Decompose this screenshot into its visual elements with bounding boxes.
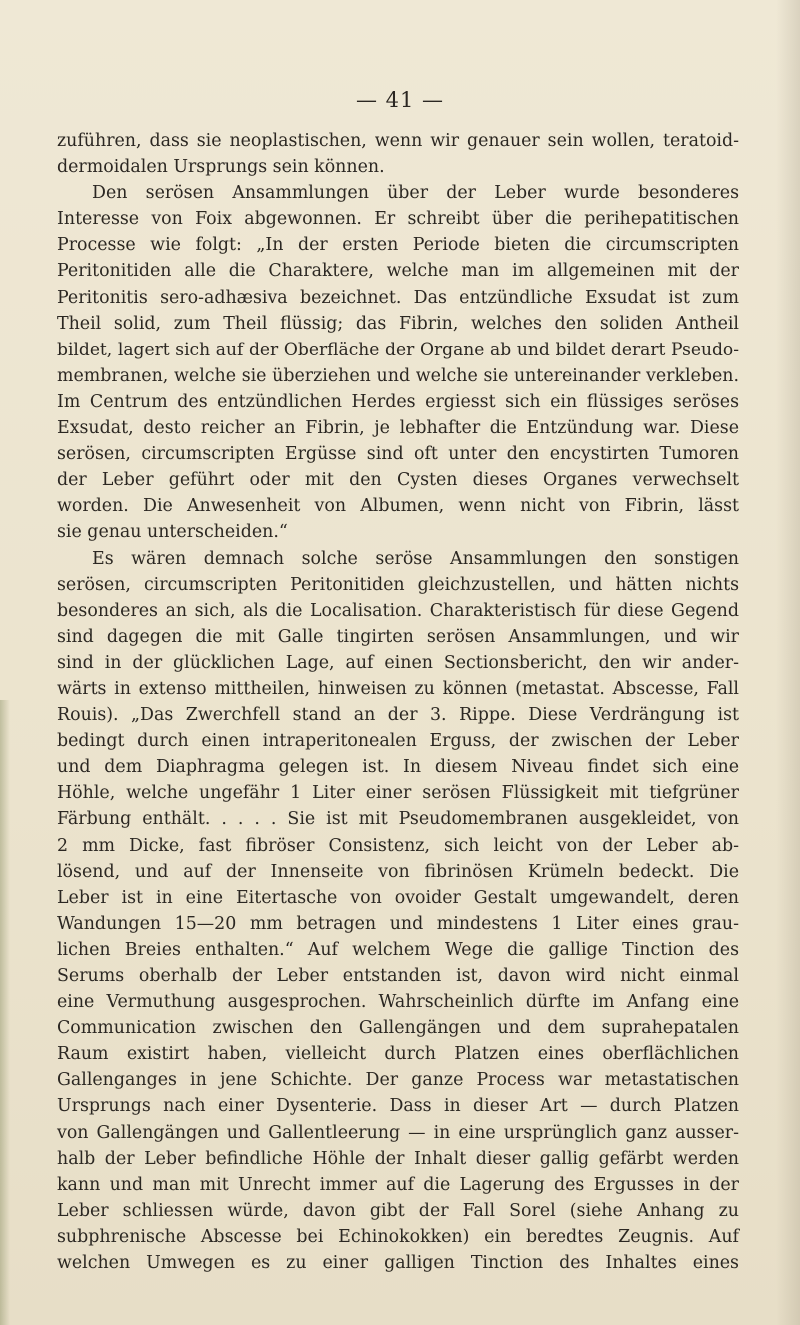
text-line: der Leber geführt oder mit den Cysten dieses Organes verwechselt xyxy=(57,470,739,491)
text-line: Ursprungs nach einer Dysenterie. Dass in dieser Art — durch Platzen xyxy=(57,1096,739,1117)
text-line: Raum existirt haben, vielleicht durch Platzen eines oberflächlichen xyxy=(57,1044,739,1065)
text-line: von Gallengängen und Gallentleerung — in eine ursprünglich ganz ausser- xyxy=(57,1122,739,1143)
text-line: serösen, circumscripten Peritonitiden gleichzustellen, und hätten nichts xyxy=(57,574,739,595)
text-line: Peritonitiden alle die Charaktere, welche man im allgemeinen mit der xyxy=(57,261,739,282)
text-line: Rouis). „Das Zwerchfell stand an der 3. Rippe. Diese Verdrängung ist xyxy=(57,705,739,726)
text-line: Communication zwischen den Gallengängen und dem suprahepatalen xyxy=(57,1018,739,1039)
text-line: Interesse von Foix abgewonnen. Er schreibt über die perihepatitischen xyxy=(57,209,739,230)
text-line: eine Vermuthung ausgesprochen. Wahrscheinlich dürfte im Anfang eine xyxy=(57,992,739,1013)
text-line: bedingt durch einen intraperitonealen Erguss, der zwischen der Leber xyxy=(57,731,739,752)
text-line: sie genau unterscheiden.“ xyxy=(57,522,288,543)
text-line: kann und man mit Unrecht immer auf die Lagerung des Ergusses in der xyxy=(57,1174,739,1195)
text-line: sind dagegen die mit Galle tingirten serösen Ansammlungen, und wir xyxy=(57,626,739,647)
text-line: worden. Die Anwesenheit von Albumen, wenn nicht von Fibrin, lässt xyxy=(57,496,739,517)
text-line: Färbung enthält. . . . . Sie ist mit Pseudomembranen ausgekleidet, von xyxy=(57,809,739,830)
text-line: Serums oberhalb der Leber entstanden ist, davon wird nicht einmal xyxy=(57,966,739,986)
text-line: Wandungen 15—20 mm betragen und mindestens 1 Liter eines grau- xyxy=(57,913,739,934)
text-line: membranen, welche sie überziehen und welche sie untereinander verkleben. xyxy=(57,365,739,386)
text-line: 2 mm Dicke, fast fibröser Consistenz, sich leicht von der Leber ab- xyxy=(57,835,739,856)
text-line: sind in der glücklichen Lage, auf einen Sectionsbericht, den wir ander- xyxy=(57,652,739,673)
text-line: Den serösen Ansammlungen über der Leber wurde besonderes xyxy=(92,183,739,204)
text-line: Exsudat, desto reicher an Fibrin, je lebhafter die Entzündung war. Diese xyxy=(57,418,739,439)
text-line: subphrenische Abscesse bei Echinokokken) ein beredtes Zeugnis. Auf xyxy=(57,1226,739,1247)
text-line: und dem Diaphragma gelegen ist. In diesem Niveau findet sich eine xyxy=(57,757,739,778)
text-line: zuführen, dass sie neoplastischen, wenn wir genauer sein wollen, teratoid- xyxy=(57,131,739,151)
text-line: bildet, lagert sich auf der Oberfläche der Organe ab und bildet derart Pseudo- xyxy=(57,339,739,360)
page-edge-shadow xyxy=(0,700,10,1325)
text-line: Peritonitis sero-adhæsiva bezeichnet. Das entzündliche Exsudat ist zum xyxy=(57,287,739,308)
text-line: Im Centrum des entzündlichen Herdes ergiesst sich ein flüssiges seröses xyxy=(57,391,739,412)
text-line: welchen Umwegen es zu einer galligen Tinction des Inhaltes eines xyxy=(57,1253,739,1274)
text-line: Gallenganges in jene Schichte. Der ganze Process war metastatischen xyxy=(57,1070,739,1091)
body-text xyxy=(57,128,739,1276)
page-number: — 41 — xyxy=(355,88,445,112)
text-line: serösen, circumscripten Ergüsse sind oft unter den encystirten Tumoren xyxy=(57,444,739,465)
text-line: Theil solid, zum Theil flüssig; das Fibrin, welches den soliden Antheil xyxy=(57,313,739,334)
text-line: halb der Leber befindliche Höhle der Inhalt dieser gallig gefärbt werden xyxy=(57,1148,739,1169)
text-line: Es wären demnach solche seröse Ansammlungen den sonstigen xyxy=(92,548,739,569)
text-line: Leber schliessen würde, davon gibt der Fall Sorel (siehe Anhang zu xyxy=(57,1200,739,1221)
text-line: Processe wie folgt: „In der ersten Periode bieten die circumscripten xyxy=(57,235,739,256)
text-line: lösend, und auf der Innenseite von fibrinösen Krümeln bedeckt. Die xyxy=(57,861,739,882)
text-line: besonderes an sich, als die Localisation. Charakteristisch für diese Gegend xyxy=(57,600,739,621)
text-line: lichen Breies enthalten.“ Auf welchem Wege die gallige Tinction des xyxy=(57,939,739,960)
text-line: Höhle, welche ungefähr 1 Liter einer serösen Flüssigkeit mit tiefgrüner xyxy=(57,783,739,804)
text-line: Leber ist in eine Eitertasche von ovoider Gestalt umgewandelt, deren xyxy=(57,887,739,908)
text-line: dermoidalen Ursprungs sein können. xyxy=(57,157,385,178)
text-line: wärts in extenso mittheilen, hinweisen zu können (metastat. Abscesse, Fall xyxy=(57,678,739,699)
